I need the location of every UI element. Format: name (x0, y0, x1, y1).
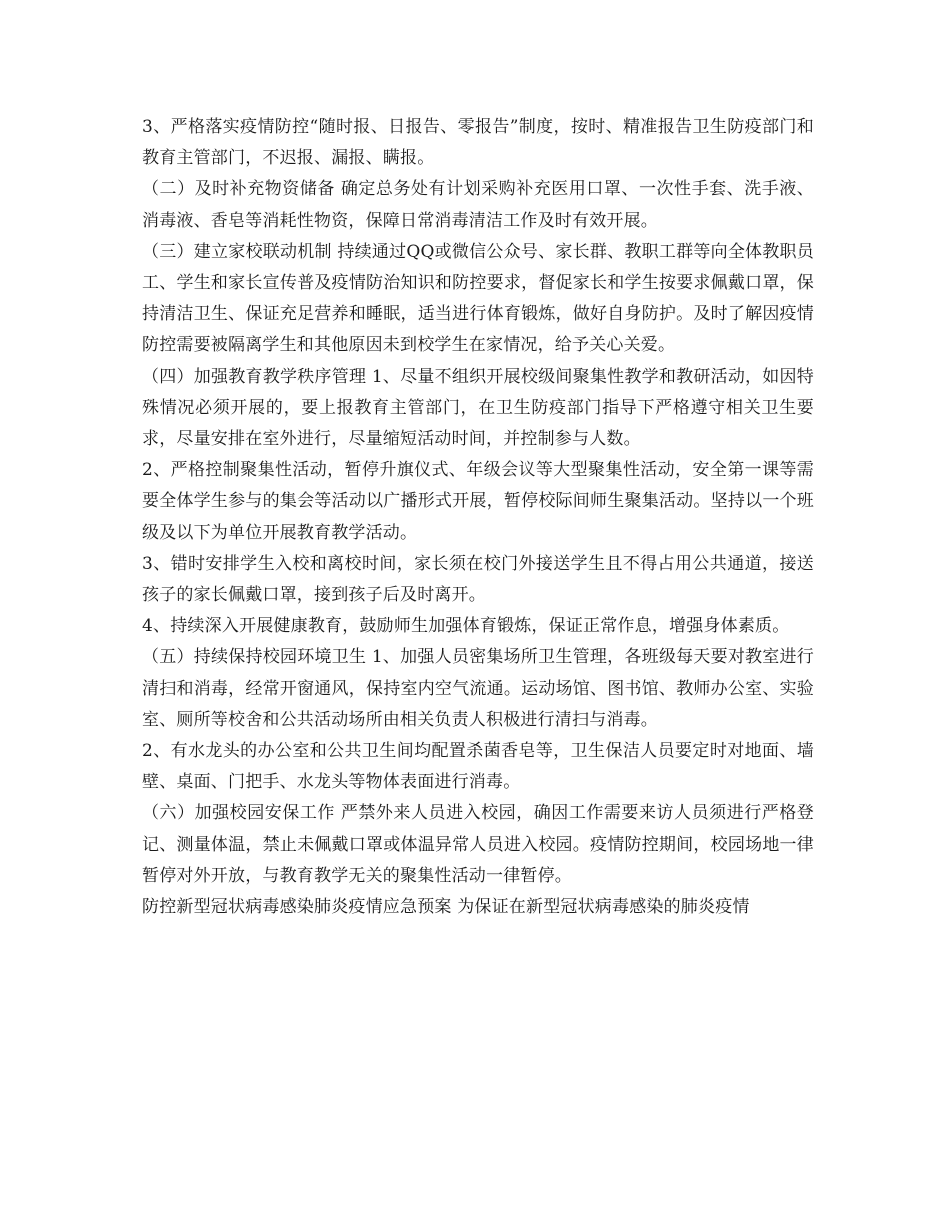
paragraph-gathering-control: 2、严格控制聚集性活动，暂停升旗仪式、年级会议等大型聚集性活动，安全第一课等需要全体学生参与的集会等活动以广播形式开展，暂停校际间师生聚集活动。坚持以一个班级及以下为单位开展教育教学活动。 (142, 460, 814, 543)
paragraph-staggered-schedule: 3、错时安排学生入校和离校时间，家长须在校门外接送学生且不得占用公共通道，接送孩子的家长佩戴口罩，接到孩子后及时离开。 (142, 553, 814, 606)
paragraph-campus-security: （六）加强校园安保工作 严禁外来人员进入校园，确因工作需要来访人员须进行严格登记、测量体温，禁止未佩戴口罩或体温异常人员进入校园。疫情防控期间，校园场地一律暂停对外开放，与教育教学无关的聚集性活动一律暂停。 (142, 803, 814, 886)
paragraph-emergency-plan: 防控新型冠状病毒感染肺炎疫情应急预案 为保证在新型冠状病毒感染的肺炎疫情 (142, 897, 750, 918)
paragraph-health-education: 4、持续深入开展健康教育，鼓励师生加强体育锻炼，保证正常作息，增强身体素质。 (142, 616, 790, 637)
paragraph-teaching-order: （四）加强教育教学秩序管理 1、尽量不组织开展校级间聚集性教学和教研活动，如因特殊情况必须开展的，要上报教育主管部门，在卫生防疫部门指导下严格遵守相关卫生要求，尽量安排在室外进行，尽量缩短活动时间，并控制参与人数。 (142, 366, 814, 450)
paragraph-home-school: （三）建立家校联动机制 持续通过QQ或微信公众号、家长群、教职工群等向全体教职员工、学生和家长宣传普及疫情防治知识和防控要求，督促家长和学生按要求佩戴口罩，保持清洁卫生、保证充足营养和睡眠，适当进行体育锻炼，做好自身防护。及时了解因疫情防控需要被隔离学生和其他原因未到校学生在家情况，给予关心关爱。 (142, 241, 814, 356)
paragraph-disinfection: 2、有水龙头的办公室和公共卫生间均配置杀菌香皂等，卫生保洁人员要定时对地面、墙壁、桌面、门把手、水龙头等物体表面进行消毒。 (142, 741, 814, 793)
paragraph-campus-hygiene: （五）持续保持校园环境卫生 1、加强人员密集场所卫生管理，各班级每天要对教室进行清扫和消毒，经常开窗通风，保持室内空气流通。运动场馆、图书馆、教师办公室、实验室、厕所等校舍和公共活动场所由相关负责人积极进行清扫与消毒。 (142, 647, 814, 730)
paragraph-supplies: （二）及时补充物资储备 确定总务处有计划采购补充医用口罩、一次性手套、洗手液、消毒液、香皂等消耗性物资，保障日常消毒清洁工作及时有效开展。 (142, 179, 814, 231)
document-body (142, 112, 814, 923)
paragraph-reporting-system: 3、严格落实疫情防控“随时报、日报告、零报告”制度，按时、精准报告卫生防疫部门和教育主管部门，不迟报、漏报、瞒报。 (142, 117, 814, 169)
